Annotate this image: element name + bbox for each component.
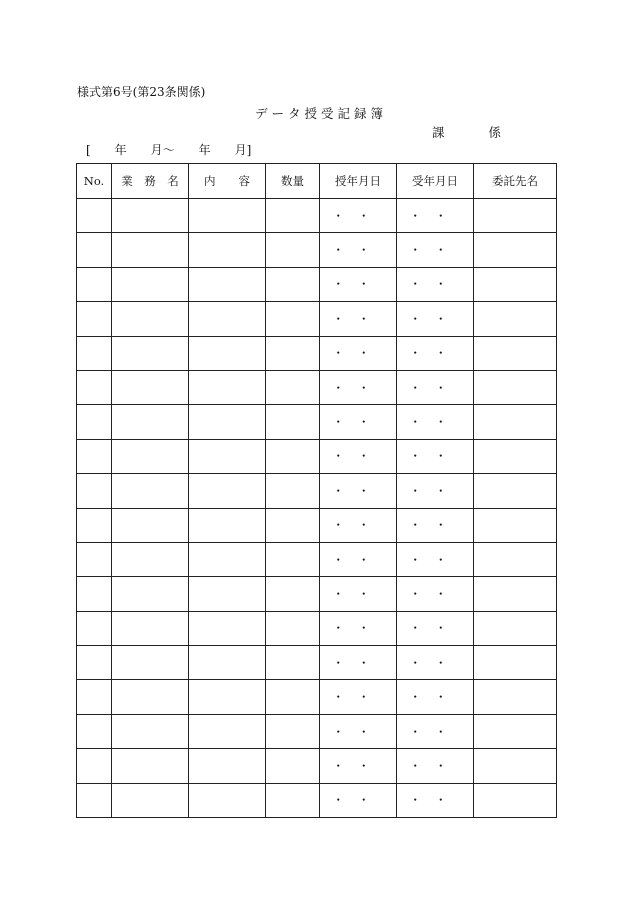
cell-received-date[interactable]: ・・ (397, 405, 474, 439)
table-row (77, 783, 557, 817)
cell-no[interactable] (77, 577, 112, 611)
cell-no[interactable] (77, 370, 112, 404)
cell-content[interactable] (189, 646, 266, 680)
cell-business-name[interactable] (112, 783, 189, 817)
cell-business-name[interactable] (112, 439, 189, 473)
cell-given-date[interactable]: ・・ (320, 439, 397, 473)
cell-contractor[interactable] (474, 267, 557, 301)
cell-received-date[interactable]: ・・ (397, 783, 474, 817)
cell-received-date[interactable]: ・・ (397, 267, 474, 301)
cell-given-date[interactable]: ・・ (320, 474, 397, 508)
cell-contractor[interactable] (474, 680, 557, 714)
col-given-date: 授年月日 (320, 164, 397, 199)
cell-received-date[interactable]: ・・ (397, 302, 474, 336)
cell-quantity[interactable] (266, 405, 320, 439)
table-row (77, 336, 557, 370)
cell-quantity[interactable] (266, 439, 320, 473)
cell-given-date[interactable]: ・・ (320, 783, 397, 817)
cell-business-name[interactable] (112, 267, 189, 301)
cell-content[interactable] (189, 370, 266, 404)
table-row (77, 749, 557, 783)
cell-business-name[interactable] (112, 714, 189, 748)
cell-business-name[interactable] (112, 405, 189, 439)
cell-received-date[interactable]: ・・ (397, 542, 474, 576)
cell-received-date[interactable]: ・・ (397, 749, 474, 783)
cell-contractor[interactable] (474, 439, 557, 473)
cell-contractor[interactable] (474, 233, 557, 267)
cell-quantity[interactable] (266, 474, 320, 508)
col-received-date: 受年月日 (397, 164, 474, 199)
cell-given-date[interactable]: ・・ (320, 233, 397, 267)
cell-given-date[interactable]: ・・ (320, 542, 397, 576)
cell-business-name[interactable] (112, 336, 189, 370)
cell-given-date[interactable]: ・・ (320, 302, 397, 336)
document-title: データ授受記録簿 (255, 106, 388, 121)
cell-no[interactable] (77, 611, 112, 645)
cell-quantity[interactable] (266, 233, 320, 267)
table-row (77, 199, 557, 233)
cell-received-date[interactable]: ・・ (397, 199, 474, 233)
cell-no[interactable] (77, 680, 112, 714)
cell-no[interactable] (77, 302, 112, 336)
cell-business-name[interactable] (112, 302, 189, 336)
cell-business-name[interactable] (112, 542, 189, 576)
cell-given-date[interactable]: ・・ (320, 646, 397, 680)
table-row (77, 714, 557, 748)
cell-no[interactable] (77, 783, 112, 817)
division-label: 課 (432, 125, 445, 140)
cell-content[interactable] (189, 302, 266, 336)
table-body (77, 199, 557, 818)
cell-given-date[interactable]: ・・ (320, 267, 397, 301)
table-row (77, 233, 557, 267)
cell-no[interactable] (77, 508, 112, 542)
cell-quantity[interactable] (266, 508, 320, 542)
table-row (77, 405, 557, 439)
cell-content[interactable] (189, 233, 266, 267)
cell-content[interactable] (189, 405, 266, 439)
cell-business-name[interactable] (112, 749, 189, 783)
cell-contractor[interactable] (474, 302, 557, 336)
cell-quantity[interactable] (266, 749, 320, 783)
cell-quantity[interactable] (266, 267, 320, 301)
cell-received-date[interactable]: ・・ (397, 508, 474, 542)
cell-contractor[interactable] (474, 611, 557, 645)
cell-no[interactable] (77, 646, 112, 680)
header-row (77, 164, 557, 199)
cell-content[interactable] (189, 267, 266, 301)
cell-no[interactable] (77, 405, 112, 439)
cell-business-name[interactable] (112, 233, 189, 267)
cell-no[interactable] (77, 749, 112, 783)
cell-given-date[interactable]: ・・ (320, 336, 397, 370)
cell-quantity[interactable] (266, 714, 320, 748)
cell-content[interactable] (189, 749, 266, 783)
cell-contractor[interactable] (474, 783, 557, 817)
cell-no[interactable] (77, 474, 112, 508)
table-row (77, 302, 557, 336)
col-quantity: 数量 (266, 164, 320, 199)
cell-received-date[interactable]: ・・ (397, 646, 474, 680)
cell-given-date[interactable]: ・・ (320, 577, 397, 611)
department-line (432, 123, 501, 141)
cell-given-date[interactable]: ・・ (320, 611, 397, 645)
cell-contractor[interactable] (474, 508, 557, 542)
cell-given-date[interactable]: ・・ (320, 405, 397, 439)
cell-contractor[interactable] (474, 336, 557, 370)
cell-content[interactable] (189, 336, 266, 370)
table-row (77, 611, 557, 645)
col-contractor: 委託先名 (474, 164, 557, 199)
cell-no[interactable] (77, 714, 112, 748)
cell-contractor[interactable] (474, 542, 557, 576)
cell-no[interactable] (77, 439, 112, 473)
cell-quantity[interactable] (266, 783, 320, 817)
cell-given-date[interactable]: ・・ (320, 749, 397, 783)
table-row (77, 370, 557, 404)
cell-quantity[interactable] (266, 680, 320, 714)
form-number: 様式第6号(第23条関係) (77, 85, 206, 99)
period-range: [ 年 月〜 年 月] (86, 143, 252, 157)
cell-no[interactable] (77, 336, 112, 370)
cell-no[interactable] (77, 542, 112, 576)
table-row (77, 680, 557, 714)
cell-given-date[interactable]: ・・ (320, 680, 397, 714)
cell-content[interactable] (189, 577, 266, 611)
cell-contractor[interactable] (474, 714, 557, 748)
cell-received-date[interactable]: ・・ (397, 336, 474, 370)
cell-received-date[interactable]: ・・ (397, 370, 474, 404)
cell-received-date[interactable]: ・・ (397, 233, 474, 267)
table-row (77, 267, 557, 301)
cell-business-name[interactable] (112, 577, 189, 611)
cell-given-date[interactable]: ・・ (320, 199, 397, 233)
cell-content[interactable] (189, 714, 266, 748)
section-label: 係 (488, 125, 502, 140)
cell-contractor[interactable] (474, 199, 557, 233)
col-no: No. (77, 164, 112, 199)
cell-quantity[interactable] (266, 611, 320, 645)
cell-contractor[interactable] (474, 474, 557, 508)
cell-received-date[interactable]: ・・ (397, 474, 474, 508)
cell-received-date[interactable]: ・・ (397, 714, 474, 748)
table-row (77, 646, 557, 680)
cell-given-date[interactable]: ・・ (320, 370, 397, 404)
cell-business-name[interactable] (112, 508, 189, 542)
cell-contractor[interactable] (474, 577, 557, 611)
cell-received-date[interactable]: ・・ (397, 577, 474, 611)
cell-content[interactable] (189, 508, 266, 542)
col-content: 内 容 (189, 164, 266, 199)
cell-contractor[interactable] (474, 646, 557, 680)
cell-no[interactable] (77, 233, 112, 267)
cell-given-date[interactable]: ・・ (320, 508, 397, 542)
cell-quantity[interactable] (266, 336, 320, 370)
cell-quantity[interactable] (266, 542, 320, 576)
cell-contractor[interactable] (474, 405, 557, 439)
table-row (77, 439, 557, 473)
cell-content[interactable] (189, 199, 266, 233)
cell-content[interactable] (189, 680, 266, 714)
cell-business-name[interactable] (112, 474, 189, 508)
cell-given-date[interactable]: ・・ (320, 714, 397, 748)
cell-content[interactable] (189, 474, 266, 508)
cell-quantity[interactable] (266, 302, 320, 336)
cell-business-name[interactable] (112, 370, 189, 404)
cell-no[interactable] (77, 199, 112, 233)
cell-content[interactable] (189, 542, 266, 576)
cell-quantity[interactable] (266, 370, 320, 404)
cell-business-name[interactable] (112, 199, 189, 233)
cell-quantity[interactable] (266, 199, 320, 233)
cell-business-name[interactable] (112, 680, 189, 714)
cell-business-name[interactable] (112, 646, 189, 680)
cell-content[interactable] (189, 439, 266, 473)
table-row (77, 577, 557, 611)
cell-received-date[interactable]: ・・ (397, 439, 474, 473)
cell-received-date[interactable]: ・・ (397, 680, 474, 714)
record-table (76, 163, 557, 818)
cell-contractor[interactable] (474, 370, 557, 404)
cell-content[interactable] (189, 611, 266, 645)
cell-contractor[interactable] (474, 749, 557, 783)
cell-quantity[interactable] (266, 577, 320, 611)
table-row (77, 542, 557, 576)
table-row (77, 508, 557, 542)
cell-no[interactable] (77, 267, 112, 301)
cell-content[interactable] (189, 783, 266, 817)
table-row (77, 474, 557, 508)
cell-quantity[interactable] (266, 646, 320, 680)
cell-business-name[interactable] (112, 611, 189, 645)
cell-received-date[interactable]: ・・ (397, 611, 474, 645)
col-business-name: 業 務 名 (112, 164, 189, 199)
